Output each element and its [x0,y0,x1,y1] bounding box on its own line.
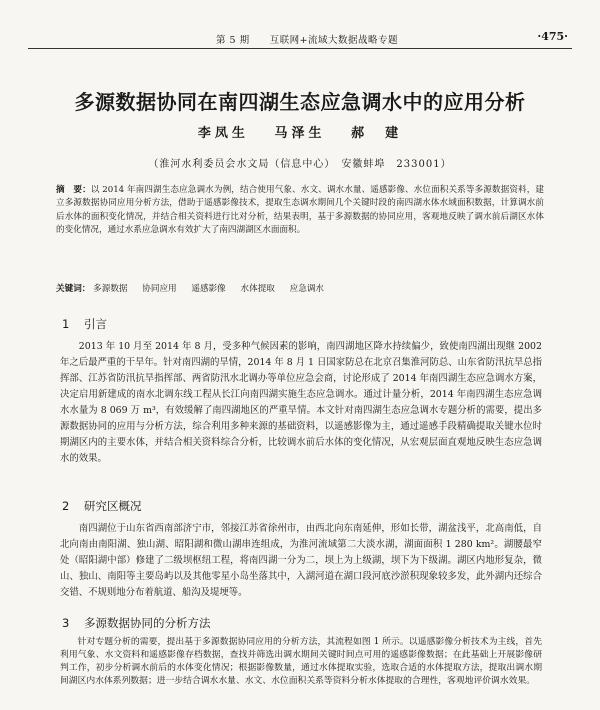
section-title: 研究区概况 [84,499,142,513]
journal-issue-label: 第 5 期 互联网+流域大数据战略专题 [216,35,399,46]
author-name: 马泽生 [274,126,326,141]
section-heading-introduction [62,316,107,332]
abstract-text: 以 2014 年南四湖生态应急调水为例，结合使用气象、水文、调水水量、遥感影像、水位面积关系等多源数据资料，建立多源数据协同应用分析方法，借助于遥感影像技术，提取生态调水期间几个关键时段的南四湖水体水域面积数据，计算调水前后水体的面积变化情况，并结合相关资料进行比对分析，结果表明，基于多源数据的协同应用，客观地反映了调水前后湖区水体的变化情况，通过水系应急调水有效扩大了南四湖湖区水面面积。 [56,185,544,236]
author-name: 李凤生 [197,126,249,141]
abstract [56,184,544,238]
author-affiliation: （淮河水利委员会水文局（信息中心） 安徽蚌埠 233001） [148,159,452,170]
keywords-label: 关键词： [56,284,91,294]
section-paragraph: 南四湖位于山东省西南部济宁市，邻接江苏省徐州市，由西北向东南延伸，形如长带，湖盆浅平，北高南低，自北向南由南阳湖、独山湖、昭阳湖和微山湖串连组成，为淮河流域第二大淡水湖，湖面面积 1 280 km²。湖腰最窄处（昭阳湖中部）修建了二级坝枢纽工程，将南四湖一分为二，坝上为上级湖，坝下为下级湖。湖区内地形复杂，微山、独山、南阳等主要岛屿以及其他零星小岛坐落其中，入湖河道在湖口段河底沙淤积现象较多发，此外湖内还综合交错、不规则地分布着航道、船沟及堤埂等。 [60,523,542,598]
author-list [0,122,600,141]
keyword: 多源数据 [93,284,128,294]
section-number: 1 [62,317,70,331]
keyword: 应急调水 [289,284,325,294]
running-header [28,30,572,49]
section-heading-method [62,615,211,631]
keyword: 遥感影像 [191,284,226,294]
keyword: 水体提取 [240,284,275,294]
paper-title: 多源数据协同在南四湖生态应急调水中的应用分析 [74,90,526,114]
section-paragraph: 针对专题分析的需要，提出基于多源数据协同应用的分析方法，其流程如图 1 所示。以遥感影像分析技术为主线，首先利用气象、水文资料和遥感影像存档数据，查找并筛选出调水期间关键时间点可用的遥感影像数据；在此基础上开展影像研判工作，初步分析调水前后的水体变化情况；根据影像数量，通过水体提取实验，选取合适的水体提取方法，提取出调水期间湖区内水体系列数据；进一步结合调水水量、水文、水位面积关系等资料分析水体提取的合理性，客观地评价调水效果。 [60,637,542,686]
section-heading-study-area [62,498,142,514]
keywords [56,282,544,294]
author-name: 郝 建 [351,126,403,141]
page-number: ·475· [537,30,568,43]
keyword: 协同应用 [142,284,177,294]
section-title: 引言 [84,317,107,331]
section-title: 多源数据协同的分析方法 [84,616,211,630]
section-paragraph: 2013 年 10 月至 2014 年 8 月，受多种气候因素的影响，南四湖地区降水持续偏少，致使南四湖出现继 2002 年之后最严重的干旱年。针对南四湖的旱情，2014 年 8 月 1 日国家防总在北京召集淮河防总、山东省防汛抗旱总指挥部、江苏省防汛抗旱指挥部、两省防汛水北调办等单位应急会商，讨论形成了 2014 年南四湖生态应急调水方案，决定启用新建成的南水北调东线工程从长江向南四湖实施生态应急调水。通过计量分析，2014 年南四湖生态应急调水水量为 8 069 万 m³，有效缓解了南四湖地区的严重旱情。本文针对南四湖生态应急调水专题分析的需要，提出多源数据协同的应用与分析方法，综合利用多种来源的基础资料，以遥感影像为主，通过遥感手段精确提取关键水位时期湖区内的主要水体，并结合相关资料综合分析，比较调水前后水体的变化情况，从宏观层面直观地反映生态应急调水的效果。 [60,341,542,464]
section-number: 2 [62,499,70,513]
section-number: 3 [62,616,70,630]
abstract-label: 摘 要： [56,185,91,195]
